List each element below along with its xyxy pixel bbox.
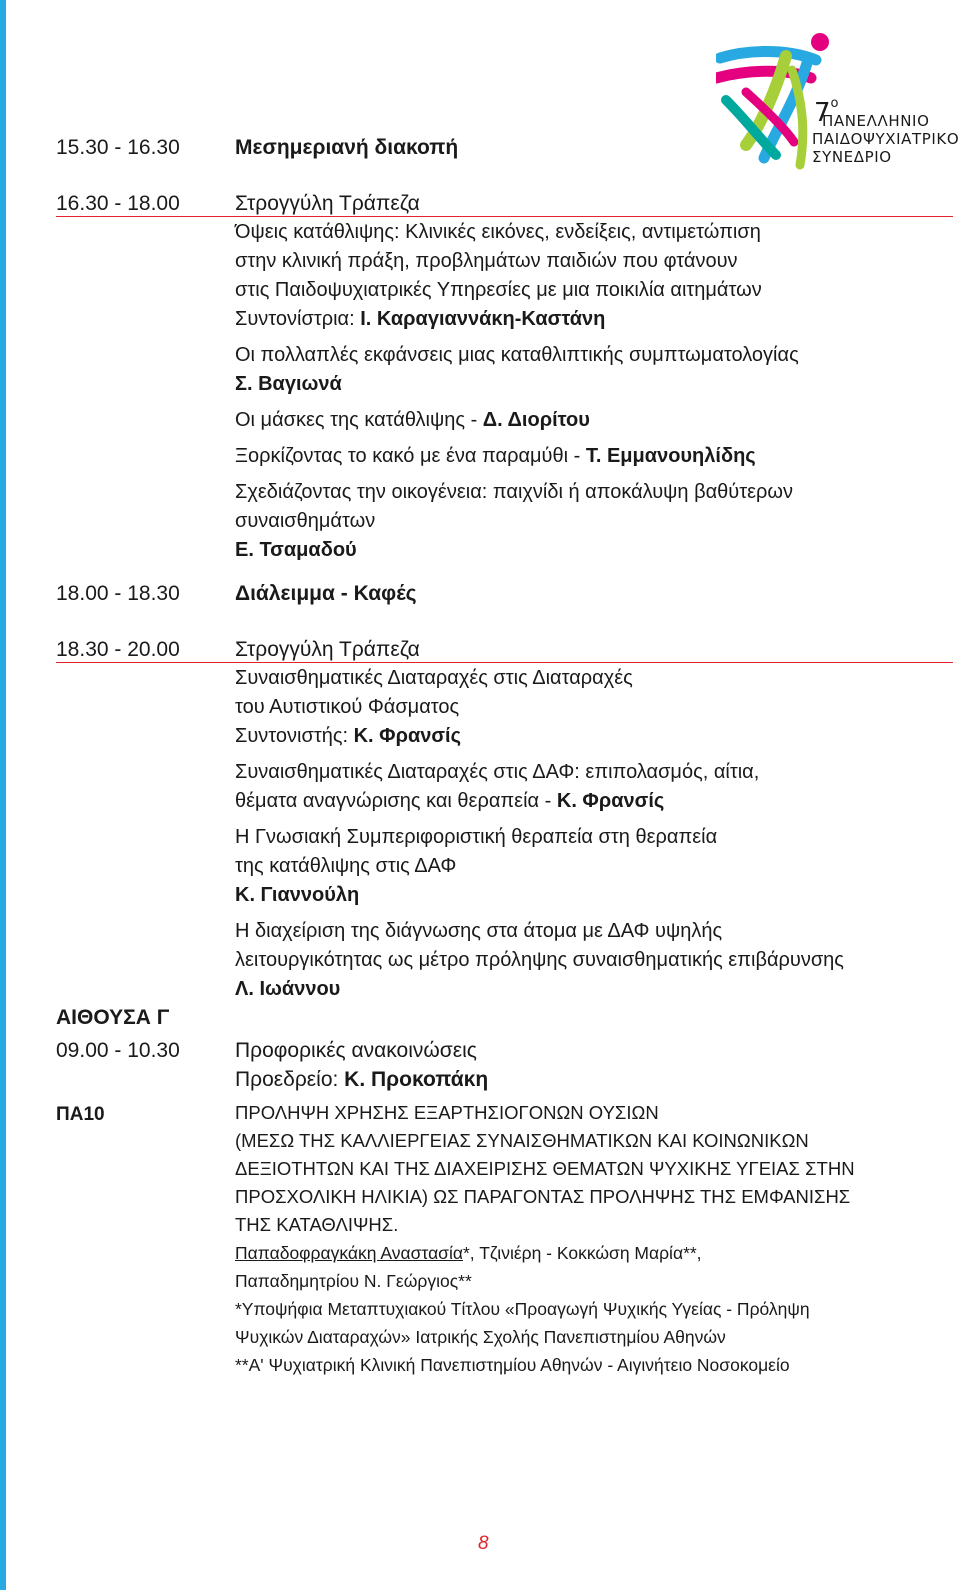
chair-line: Συντονιστής: Κ. Φρανσίς [235,725,462,747]
talk-title: συναισθημάτων [235,510,376,532]
session-time: 18.30 - 20.00 [56,638,180,661]
session-block [235,189,935,565]
session-title: Διάλειμμα - Καφές [235,582,417,605]
session-time: 18.00 - 18.30 [56,582,180,605]
talk-title: Σχεδιάζοντας την οικογένεια: παιχνίδι ή αποκάλυψη βαθύτερων [235,481,793,503]
abstract-title-line: ΠΡΟΛΗΨΗ ΧΡΗΣΗΣ ΕΞΑΡΤΗΣΙΟΓΟΝΩΝ ΟΥΣΙΩΝ [235,1102,659,1123]
talk-title: Οι πολλαπλές εκφάνσεις μιας καταθλιπτικής συμπτωματολογίας [235,344,799,366]
talk-line: Ξορκίζοντας το κακό με ένα παραμύθι - Τ. Εμμανουηλίδης [235,445,756,467]
topic-line: στην κλινική πράξη, προβλημάτων παιδιών που φτάνουν [235,250,738,272]
session-type: Προφορικές ανακοινώσεις [235,1039,477,1062]
session-time: 16.30 - 18.00 [56,192,180,215]
session-block [235,635,935,1004]
talk-title: Η διαχείριση της διάγνωσης στα άτομα με ΔΑΦ υψηλής [235,920,723,942]
abstract-code: ΠΑ10 [56,1104,105,1125]
talk-speaker: Ε. Τσαμαδού [235,539,357,561]
session-time: 15.30 - 16.30 [56,136,180,159]
talk-speaker: Κ. Γιαννούλη [235,884,360,906]
session-time: 09.00 - 10.30 [56,1039,180,1062]
talk-line: θέματα αναγνώρισης και θεραπεία - Κ. Φρανσίς [235,790,665,812]
talk-title: της κατάθλιψης στις ΔΑΦ [235,855,457,877]
affiliation-line: *Υποψήφια Μεταπτυχιακού Τίτλου «Προαγωγή Ψυχικής Υγείας - Πρόληψη [235,1299,810,1319]
authors-line: Παπαδημητρίου Ν. Γεώργιος** [235,1271,472,1291]
session-type: Στρογγύλη Τράπεζα [235,638,420,661]
abstract-block [235,1099,945,1379]
session-title: Μεσημεριανή διακοπή [235,136,459,159]
abstract-title-line: ΔΕΞΙΟΤΗΤΩΝ ΚΑΙ ΤΗΣ ΔΙΑΧΕΙΡΙΣΗΣ ΘΕΜΑΤΩΝ ΨΥΧΙΚΗΣ ΥΓΕΙΑΣ ΣΤΗΝ [235,1158,855,1179]
talk-line: Οι μάσκες της κατάθλιψης - Δ. Διορίτου [235,409,590,431]
talk-speaker: Λ. Ιωάννου [235,978,341,1000]
abstract-title-line: ΤΗΣ ΚΑΤΑΘΛΙΨΗΣ. [235,1214,399,1235]
talk-title: λειτουργικότητας ως μέτρο πρόληψης συναισθηματικής επιβάρυνσης [235,949,844,971]
chair-line: Συντονίστρια: Ι. Καραγιαννάκη-Καστάνη [235,308,606,330]
authors-line: Παπαδοφραγκάκη Αναστασία*, Τζινιέρη - Κοκκώση Μαρία**, [235,1243,702,1263]
topic-line: Όψεις κατάθλιψης: Κλινικές εικόνες, ενδείξεις, αντιμετώπιση [235,221,761,243]
topic-line: του Αυτιστικού Φάσματος [235,696,460,718]
session-type: Στρογγύλη Τράπεζα [235,192,420,215]
left-accent-bar [0,0,6,1590]
topic-line: Συναισθηματικές Διαταραχές στις Διαταραχές [235,667,633,689]
session-block [235,1036,935,1094]
abstract-title-line: (ΜΕΣΩ ΤΗΣ ΚΑΛΛΙΕΡΓΕΙΑΣ ΣΥΝΑΙΣΘΗΜΑΤΙΚΩΝ ΚΑΙ ΚΟΙΝΩΝΙΚΩΝ [235,1130,809,1151]
talk-title: Η Γνωσιακή Συμπεριφοριστική θεραπεία στη θεραπεία [235,826,718,848]
affiliation-line: Ψυχικών Διαταραχών» Ιατρικής Σχολής Πανεπιστημίου Αθηνών [235,1327,726,1347]
page-number: 8 [478,1533,489,1554]
talk-speaker: Σ. Βαγιωνά [235,373,342,395]
logo-number: $7^o$ [814,96,839,128]
room-heading: ΑΙΘΟΥΣΑ Γ [56,1006,170,1029]
topic-line: στις Παιδοψυχιατρικές Υπηρεσίες με μια ποικιλία αιτημάτων [235,279,762,301]
chair-line: Προεδρείο: Κ. Προκοπάκη [235,1068,489,1091]
abstract-title-line: ΠΡΟΣΧΟΛΙΚΗ ΗΛΙΚΙΑ) ΩΣ ΠΑΡΑΓΟΝΤΑΣ ΠΡΟΛΗΨΗΣ ΤΗΣ ΕΜΦΑΝΙΣΗΣ [235,1186,851,1207]
talk-title: Συναισθηματικές Διαταραχές στις ΔΑΦ: επιπολασμός, αίτια, [235,761,760,783]
affiliation-line: **Α' Ψυχιατρική Κλινική Πανεπιστημίου Αθηνών - Αιγινήτειο Νοσοκομείο [235,1355,790,1375]
logo-text: ΠΑΝΕΛΛΗΝΙΟ ΠΑΙΔΟΨΥΧΙΑΤΡΙΚΟ ΣΥΝΕΔΡΙΟ [812,112,960,166]
